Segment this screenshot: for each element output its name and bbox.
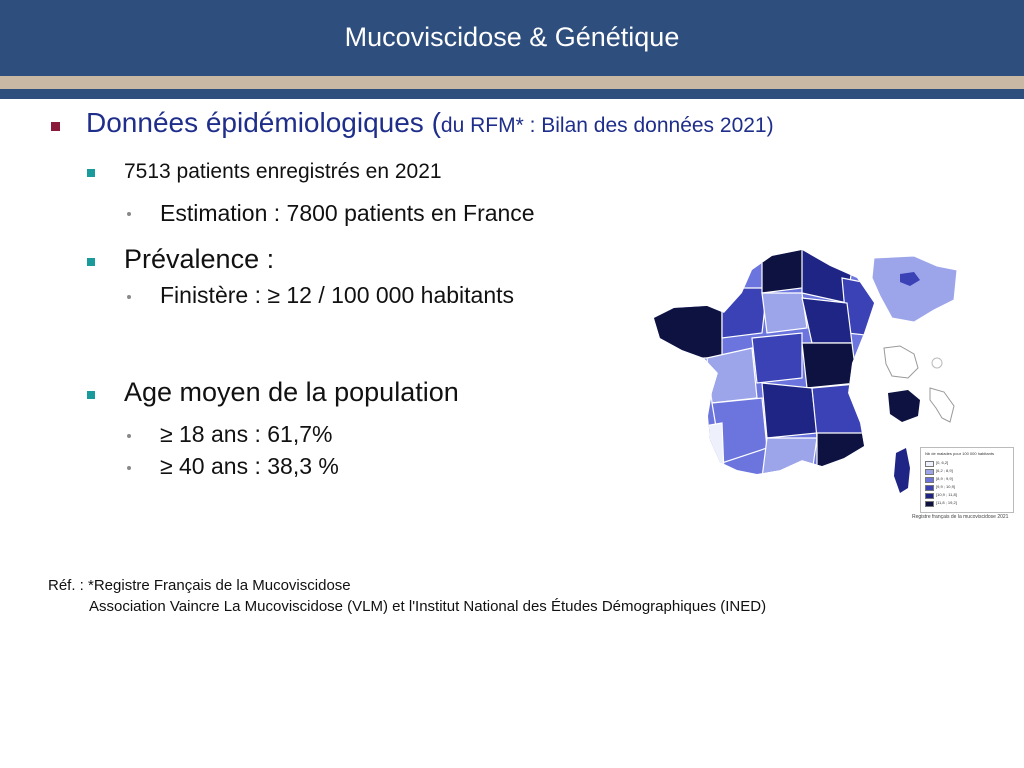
legend-label: [8,9 ; 9,9] bbox=[936, 476, 953, 481]
section-heading bbox=[86, 107, 774, 139]
age-18-line: ≥ 18 ans : 61,7% bbox=[160, 421, 333, 447]
slide-header bbox=[0, 0, 1024, 76]
legend-item bbox=[925, 484, 1009, 491]
legend-item bbox=[925, 492, 1009, 499]
legend-label: [9,9 ; 10,9] bbox=[936, 484, 955, 489]
bullet-square-icon bbox=[87, 391, 95, 399]
legend-label: [6,2 ; 8,9] bbox=[936, 468, 953, 473]
bullet-square-icon bbox=[87, 169, 95, 177]
heading-sub-text: du RFM* : Bilan des données 2021) bbox=[440, 114, 774, 137]
legend-swatch bbox=[925, 493, 934, 499]
legend-swatch bbox=[925, 477, 934, 483]
estimation-line: Estimation : 7800 patients en France bbox=[160, 200, 535, 226]
legend-item bbox=[925, 476, 1009, 483]
legend-label: [0, 6,2] bbox=[936, 460, 949, 465]
legend-label: [10,9 ; 11,8] bbox=[936, 492, 957, 497]
map-legend bbox=[920, 447, 1014, 513]
legend-swatch bbox=[925, 485, 934, 491]
legend-swatch bbox=[925, 501, 934, 507]
legend-title: Nb de malades pour 100 000 habitants bbox=[925, 451, 994, 456]
bullet-dot-icon bbox=[127, 466, 131, 470]
map-source: Registre français de la mucoviscidose 2021 bbox=[912, 514, 1009, 520]
heading-main-text: Données épidémiologiques ( bbox=[86, 107, 441, 138]
finistere-line: Finistère : ≥ 12 / 100 000 habitants bbox=[160, 282, 515, 308]
patients-line: 7513 patients enregistrés en 2021 bbox=[124, 160, 442, 183]
legend-swatch bbox=[925, 461, 934, 467]
slide-title: Mucoviscidose & Génétique bbox=[344, 22, 680, 52]
legend-item bbox=[925, 468, 1009, 475]
bullet-dot-icon bbox=[127, 434, 131, 438]
header-stripe-blue bbox=[0, 89, 1024, 99]
reference-line-2: Association Vaincre La Mucoviscidose (VLM) et l'Institut National des Études Démographiques (INED) bbox=[89, 598, 767, 615]
bullet-square-icon bbox=[87, 258, 95, 266]
age-40-line: ≥ 40 ans : 38,3 % bbox=[160, 453, 339, 479]
legend-item bbox=[925, 460, 1009, 467]
bullet-square-icon bbox=[51, 122, 60, 131]
bullet-dot-icon bbox=[127, 295, 131, 299]
legend-item bbox=[925, 500, 1009, 507]
prevalence-heading: Prévalence : bbox=[124, 244, 275, 274]
legend-label: [11,8 ; 19,2] bbox=[936, 500, 957, 505]
bullet-dot-icon bbox=[127, 212, 131, 216]
age-heading: Age moyen de la population bbox=[124, 377, 459, 407]
reference-line-1: Réf. : *Registre Français de la Mucoviscidose bbox=[48, 577, 351, 594]
legend-swatch bbox=[925, 469, 934, 475]
header-stripe-beige bbox=[0, 76, 1024, 89]
